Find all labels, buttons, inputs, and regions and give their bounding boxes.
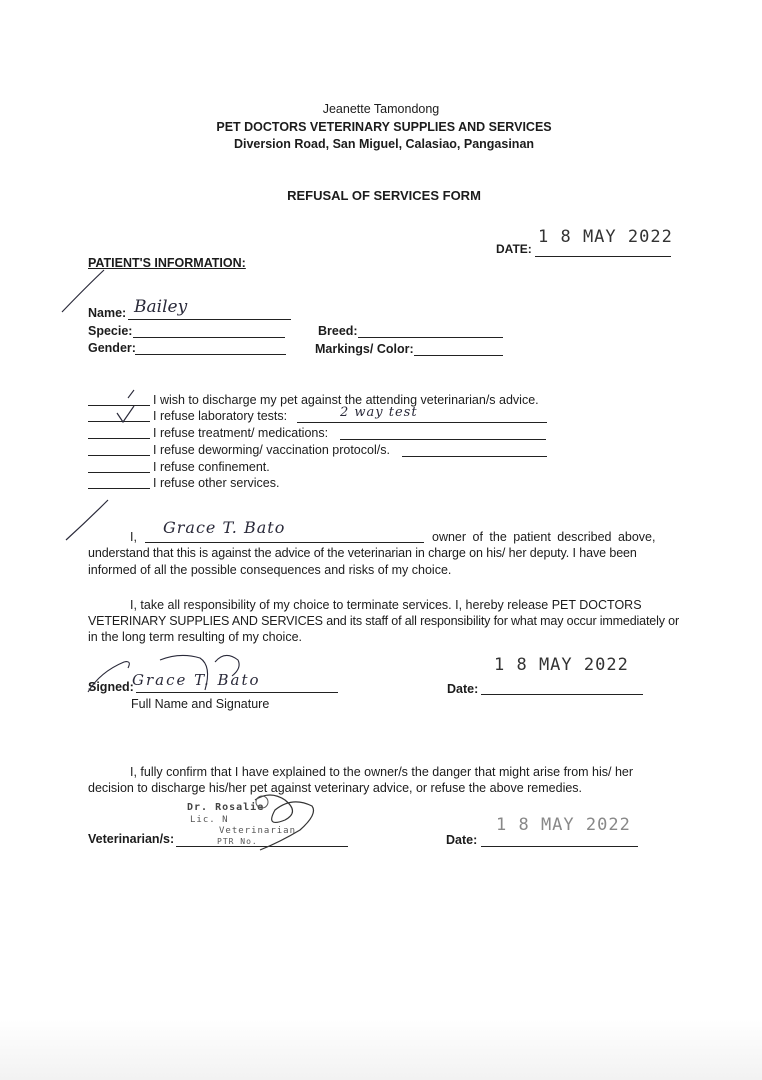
lab-tests-handwritten: 2 way test xyxy=(340,405,418,420)
option-confinement-label: I refuse confinement. xyxy=(153,460,270,474)
signature-caption: Full Name and Signature xyxy=(131,697,270,711)
option-treatment-label: I refuse treatment/ medications: xyxy=(153,426,329,440)
checkmark-stroke-1 xyxy=(128,390,134,398)
name-label: Name: xyxy=(88,306,127,320)
name-value: Bailey xyxy=(134,297,188,317)
owner-statement-line1: owner of the patient described above, xyxy=(432,530,656,544)
owner-statement-prefix: I, xyxy=(130,530,137,544)
vet-statement-line2: decision to discharge his/her pet against veterinary advice, or refuse the above remedies. xyxy=(88,781,583,795)
clinic-owner-name: Jeanette Tamondong xyxy=(322,102,440,116)
veterinarian-label: Veterinarian/s: xyxy=(88,832,175,846)
vet-statement-line1: I, fully confirm that I have explained to the owner/s the danger that might arise from his/ her xyxy=(130,765,634,779)
option-other-services-label: I refuse other services. xyxy=(153,476,280,490)
owner-statement-line3: informed of all the possible consequences and risks of my choice. xyxy=(88,563,452,577)
clinic-address: Diversion Road, San Miguel, Calasiao, Pangasinan xyxy=(233,137,535,151)
owner-stroke-mark xyxy=(66,500,108,540)
clinic-business-name: PET DOCTORS VETERINARY SUPPLIES AND SERVICES xyxy=(216,120,552,134)
owner-statement-line2: understand that this is against the advice of the veterinarian in charge on his/ her deputy. I have been xyxy=(88,546,637,560)
vet-signature-scribble xyxy=(255,795,314,850)
breed-label: Breed: xyxy=(318,324,358,338)
vet-stamp-title: Veterinarian xyxy=(219,826,297,836)
release-statement-line3: in the long term resulting of my choice. xyxy=(88,630,302,644)
vet-stamp-ptr: PTR No. xyxy=(217,837,258,846)
patient-info-heading: PATIENT'S INFORMATION: xyxy=(88,256,246,270)
markings-label: Markings/ Color: xyxy=(315,342,414,356)
release-statement-line2: VETERINARY SUPPLIES AND SERVICES and its staff of all responsibility for what may occur immediately or xyxy=(88,614,679,628)
date-label: DATE: xyxy=(496,242,532,256)
signature-flourish xyxy=(215,655,239,676)
option-lab-tests-label: I refuse laboratory tests: xyxy=(153,409,288,423)
date-stamp: 1 8 MAY 2022 xyxy=(538,227,673,247)
signature-handwritten: Grace T. Bato xyxy=(132,671,261,689)
vet-stamp-license: Lic. N xyxy=(190,815,229,825)
gender-label: Gender: xyxy=(88,341,136,355)
vet-date-label: Date: xyxy=(446,833,478,847)
signature-date-stamp: 1 8 MAY 2022 xyxy=(494,655,629,675)
owner-name-handwritten: Grace T. Bato xyxy=(163,518,286,537)
option-discharge-label: I wish to discharge my pet against the attending veterinarian/s advice. xyxy=(153,393,539,407)
name-stroke-mark xyxy=(62,270,104,312)
checkmark-icon xyxy=(117,406,134,422)
signature-date-label: Date: xyxy=(447,682,479,696)
specie-label: Specie: xyxy=(88,324,133,338)
release-statement-line1: I, take all responsibility of my choice to terminate services. I, hereby release PET DOCTORS xyxy=(130,598,642,612)
signed-label: Signed: xyxy=(88,680,134,694)
scan-shadow xyxy=(0,1020,762,1080)
vet-stamp-name: Dr. Rosalie xyxy=(187,802,265,813)
form-title: REFUSAL OF SERVICES FORM xyxy=(287,188,481,203)
option-deworming-label: I refuse deworming/ vaccination protocol/s. xyxy=(153,443,390,457)
signature-flourish xyxy=(160,655,208,690)
vet-stamp-seal xyxy=(256,796,268,808)
vet-date-stamp: 1 8 MAY 2022 xyxy=(496,815,631,835)
signature-flourish xyxy=(88,662,129,692)
